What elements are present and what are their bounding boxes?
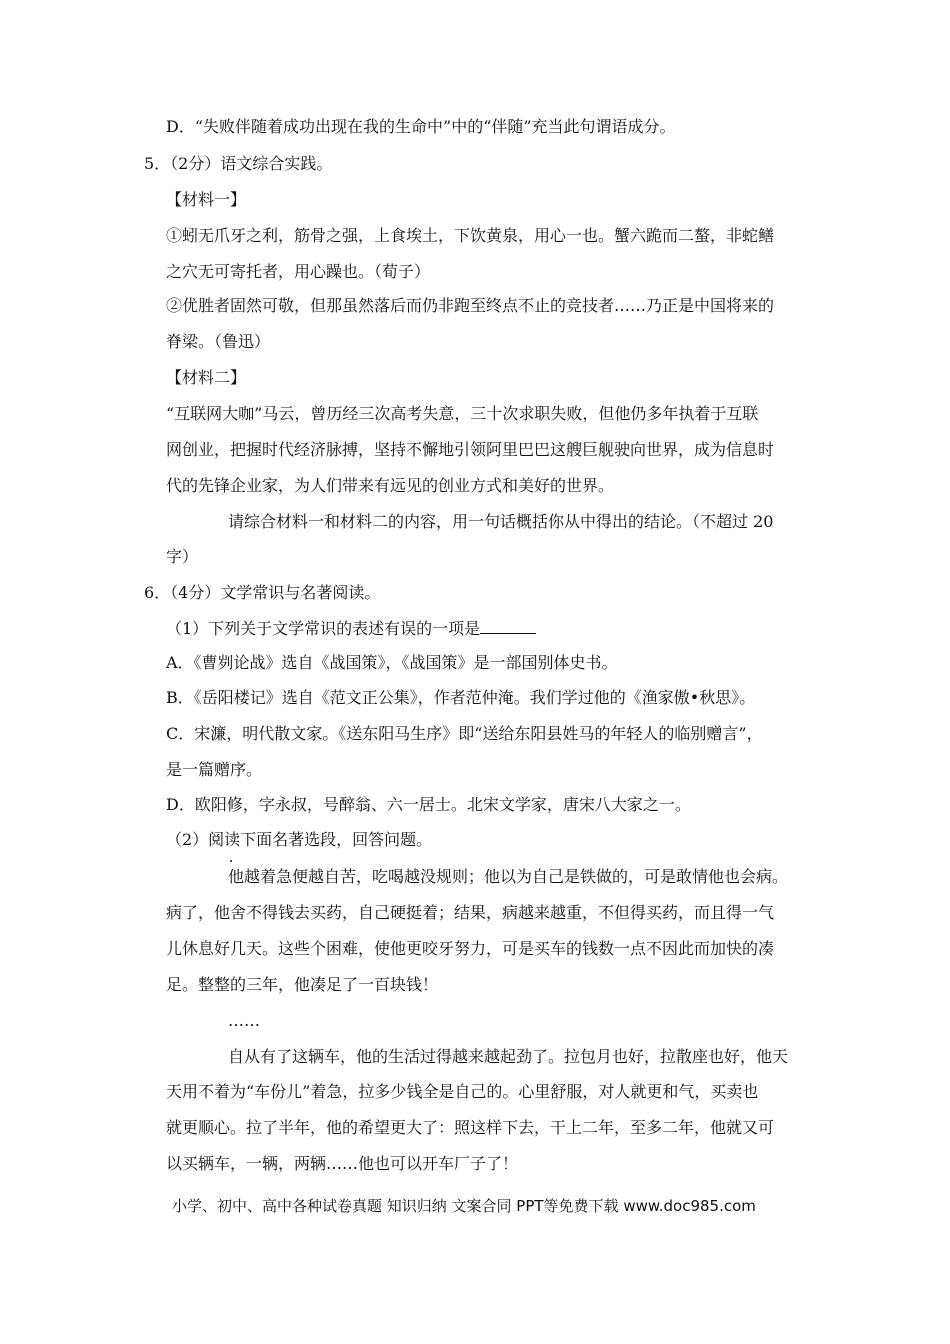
q6-option-c-line2: 是一篇赠序。 bbox=[166, 760, 263, 779]
q5-m2-line3: 代的先锋企业家，为人们带来有远见的创业方式和美好的世界。 bbox=[166, 476, 615, 495]
excerpt-p1-line1: 他越着急便越自苦，吃喝越没规则；他以为自己是铁做的，可是敢情他也会病。 bbox=[228, 867, 789, 886]
answer-blank bbox=[480, 617, 536, 634]
q6-option-d: D．欧阳修，字永叔，号醉翁、六一居士。北宋文学家，唐宋八大家之一。 bbox=[166, 795, 691, 814]
q5-m1-line3: ②优胜者固然可敬，但那虽然落后而仍非跑至终点不止的竞技者……乃正是中国将来的 bbox=[166, 296, 775, 315]
q6-sub1-text: （1）下列关于文学常识的表述有误的一项是 bbox=[166, 619, 481, 638]
excerpt-p1-line2: 病了，他舍不得钱去买药，自己硬挺着；结果，病越来越重，不但得买药，而且得一气 bbox=[166, 903, 775, 922]
q5-m2-line2: 网创业，把握时代经济脉搏，坚持不懈地引领阿里巴巴这艘巨舰驶向世界，成为信息时 bbox=[166, 440, 775, 459]
q6-option-c-line1: C．宋濂，明代散文家。《送东阳马生序》即“送给东阳县姓马的年轻人的临别赠言”， bbox=[166, 724, 763, 743]
emphasis-dot bbox=[230, 860, 232, 862]
q6-option-b: B．《岳阳楼记》选自《范文正公集》，作者范仲淹。我们学过他的《渔家傲•秋思》。 bbox=[166, 688, 756, 707]
q5-prompt-line1: 请综合材料一和材料二的内容，用一句话概括你从中得出的结论。（不超过 20 bbox=[228, 512, 774, 531]
excerpt-ellipsis: …… bbox=[228, 1011, 260, 1030]
q5-material2-title: 【材料二】 bbox=[166, 368, 247, 387]
q5-prompt-line2: 字） bbox=[166, 547, 199, 566]
q6-sub2: （2）阅读下面名著选段，回答问题。 bbox=[166, 830, 433, 849]
excerpt-p2-line3: 就更顺心。拉了半年，他的希望更大了：照这样下去，干上二年，至多二年，他就又可 bbox=[166, 1118, 775, 1137]
q6-heading: 6．（4分）文学常识与名著阅读。 bbox=[144, 583, 381, 602]
q4-option-d: D．“失败伴随着成功出现在我的生命中”中的“伴随”充当此句谓语成分。 bbox=[166, 117, 676, 136]
q5-m1-line4: 脊梁。（鲁迅） bbox=[166, 332, 271, 351]
q6-option-a: A．《曹刿论战》选自《战国策》，《战国策》是一部国别体史书。 bbox=[166, 653, 618, 672]
q5-heading: 5．（2分）语文综合实践。 bbox=[144, 154, 333, 173]
q5-m2-line1: “互联网大咖”马云，曾历经三次高考失意，三十次求职失败，但他仍多年执着于互联 bbox=[166, 404, 759, 423]
page-footer: 小学、初中、高中各种试卷真题 知识归纳 文案合同 PPT等免费下载 www.doc985.com bbox=[172, 1197, 756, 1215]
q5-m1-line1: ①蚓无爪牙之利，筋骨之强，上食埃土，下饮黄泉，用心一也。蟹六跪而二螯，非蛇鳝 bbox=[166, 226, 775, 245]
excerpt-p1-line4: 足。整整的三年，他凑足了一百块钱！ bbox=[166, 975, 439, 994]
q5-m1-line2: 之穴无可寄托者，用心躁也。（荀子） bbox=[166, 262, 431, 281]
excerpt-p1-line3: 儿休息好几天。这些个困难，使他更咬牙努力，可是买车的钱数一点不因此而加快的凑 bbox=[166, 939, 775, 958]
excerpt-p2-line1: 自从有了这辆车，他的生活过得越来越起劲了。拉包月也好，拉散座也好，他天 bbox=[228, 1047, 789, 1066]
excerpt-p2-line4: 以买辆车，一辆，两辆……他也可以开车厂子了！ bbox=[166, 1154, 519, 1173]
q5-material1-title: 【材料一】 bbox=[166, 190, 247, 209]
excerpt-p2-line2: 天用不着为“车份儿”着急，拉多少钱全是自己的。心里舒服，对人就更和气，买卖也 bbox=[166, 1082, 759, 1101]
q6-sub1 bbox=[166, 617, 536, 640]
